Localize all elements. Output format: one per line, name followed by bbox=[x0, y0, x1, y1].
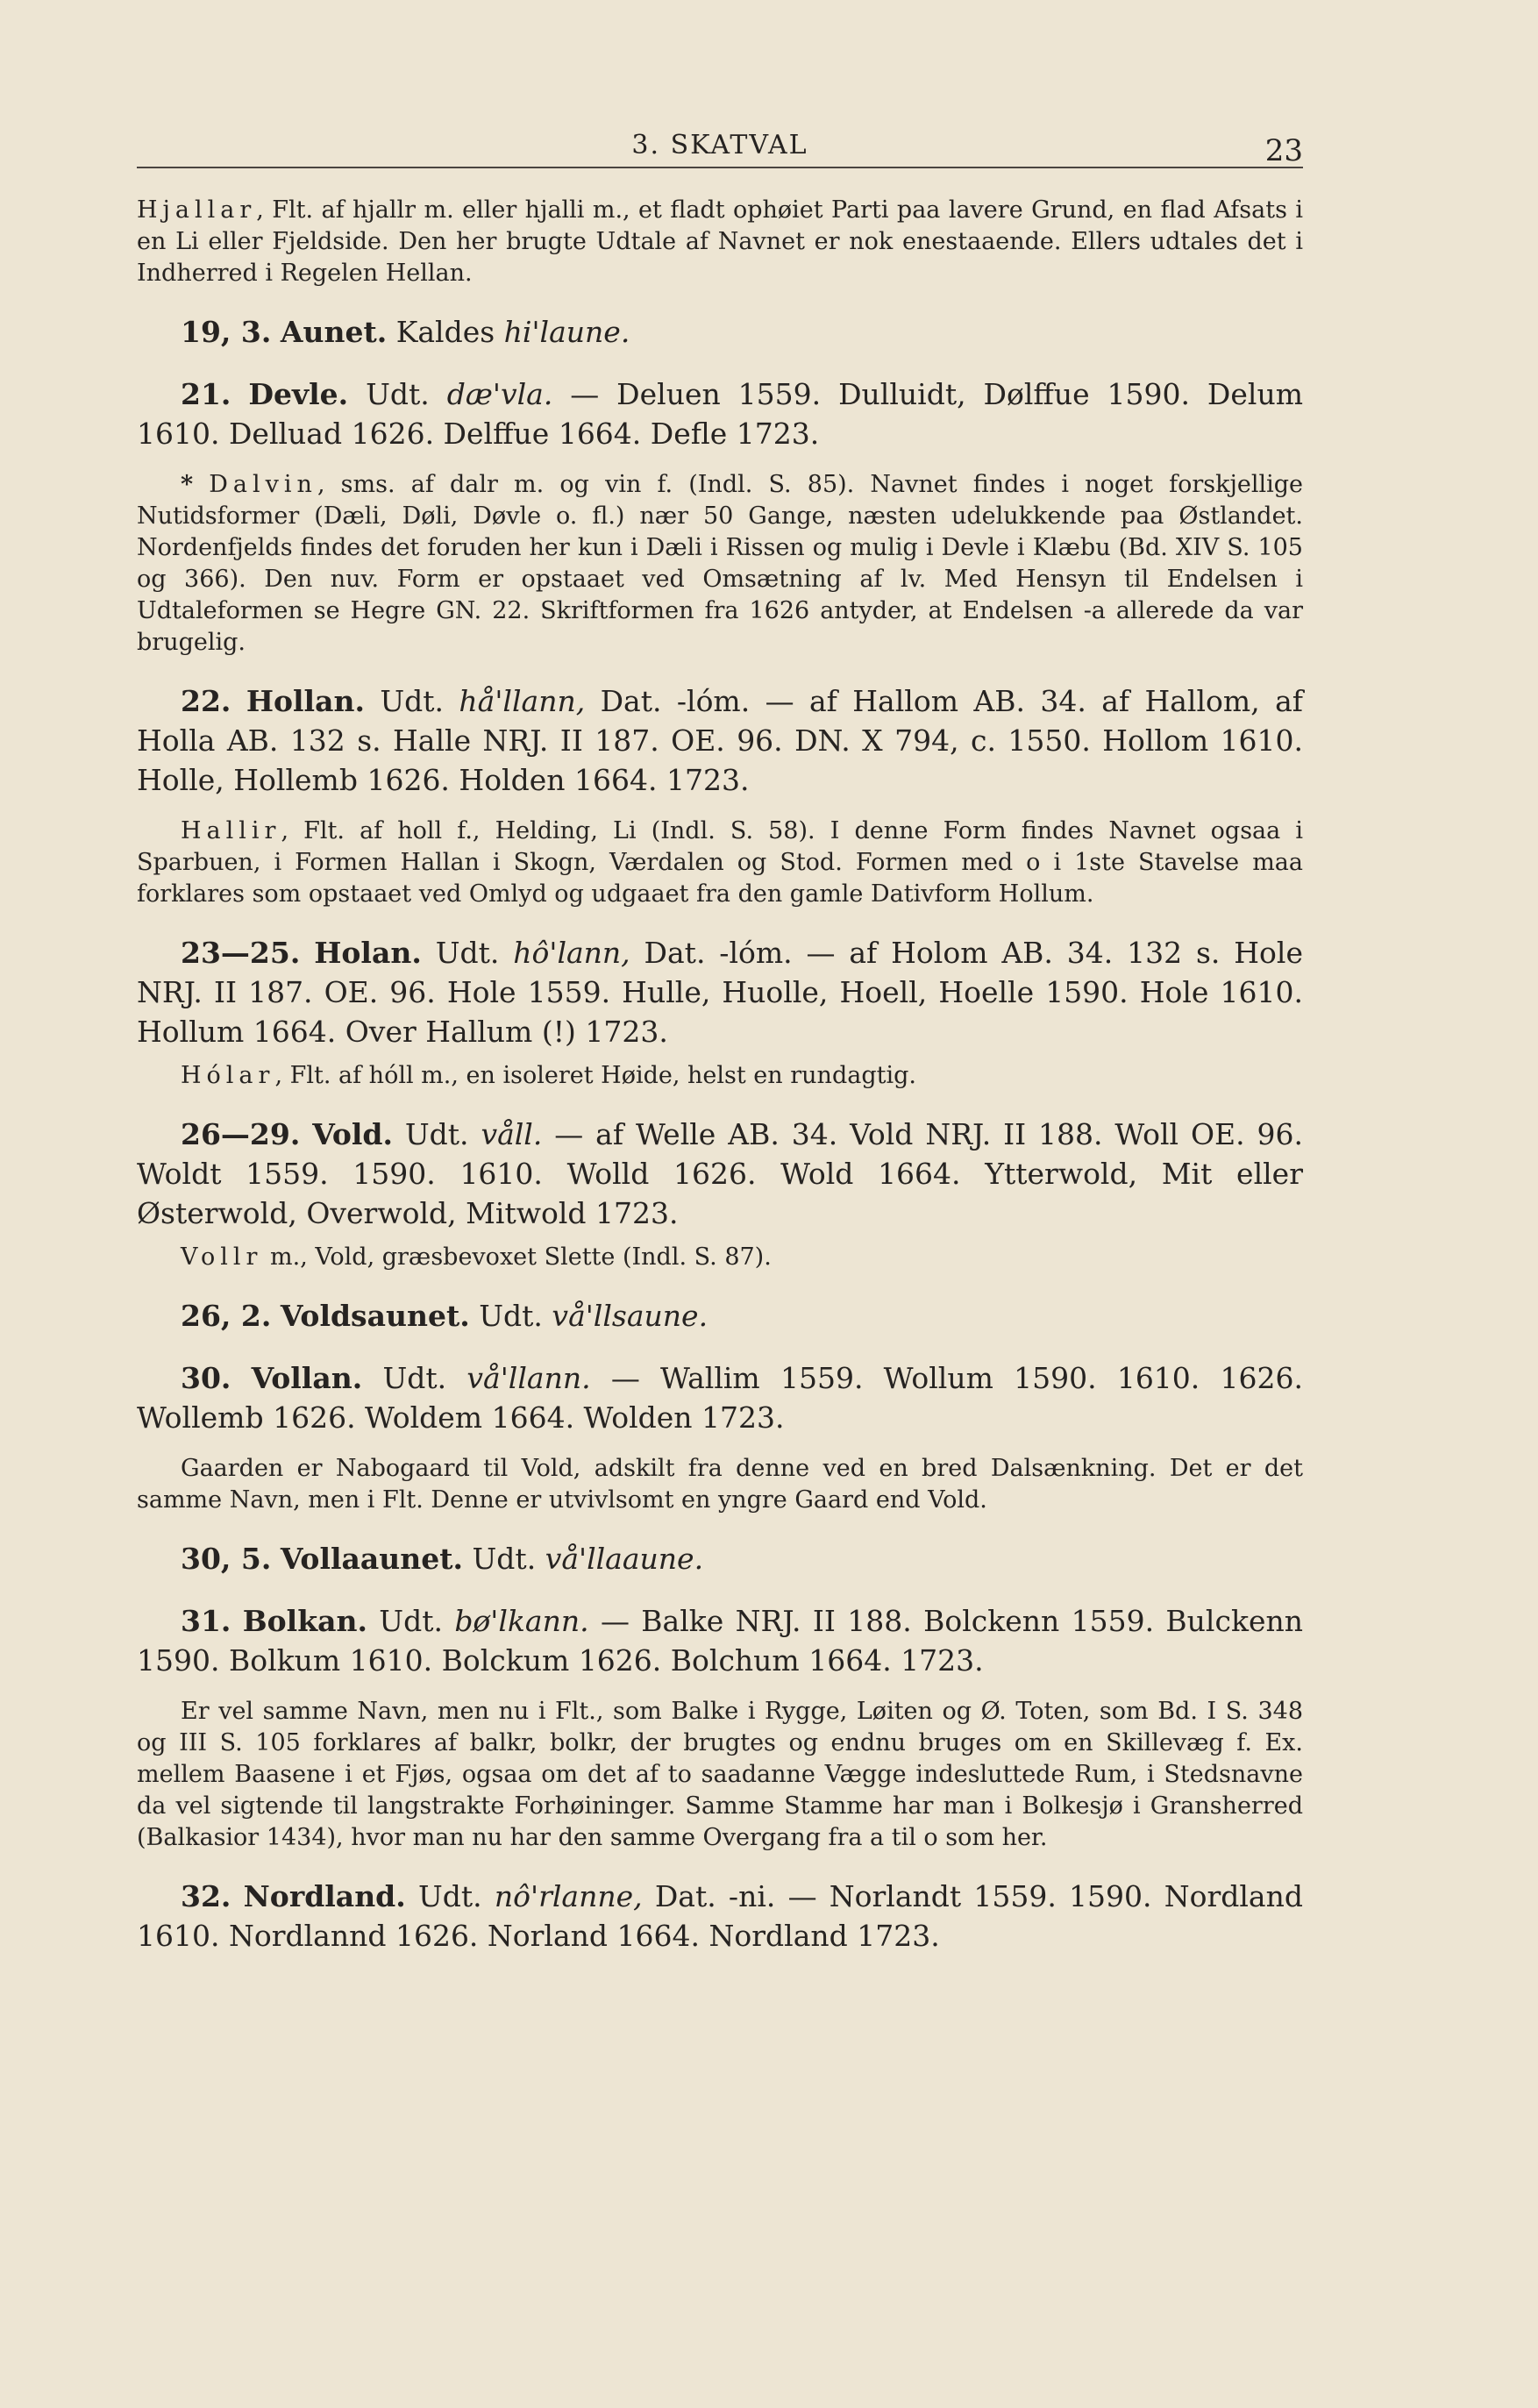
farm-number: 21. bbox=[181, 377, 231, 411]
farm-number: 23—25. bbox=[181, 936, 301, 970]
entry-text: — Wallim 1559. Wollum 1590. 1610. 1626. Wollemb 1626. Woldem 1664. Wolden 1723. bbox=[137, 1361, 1304, 1435]
udt-label: Udt. bbox=[435, 936, 500, 970]
entry-text: m., Vold, græsbevoxet Slette (Indl. S. 87). bbox=[262, 1243, 772, 1271]
entry-aunet bbox=[137, 312, 1303, 352]
entry-hallir bbox=[137, 816, 1303, 910]
entry-voldsaunet bbox=[137, 1296, 1303, 1336]
entry-holar bbox=[137, 1060, 1303, 1092]
term: Vollr bbox=[181, 1243, 263, 1271]
page bbox=[137, 123, 1303, 1956]
entry-vollaaunet bbox=[137, 1539, 1303, 1578]
farm-name: Vollaaunet. bbox=[280, 1542, 463, 1576]
udt-label: Udt. bbox=[417, 1879, 482, 1913]
pronunciation: nô'rlanne, bbox=[494, 1879, 643, 1913]
farm-number: 30, 5. bbox=[181, 1542, 272, 1576]
udt-label: Udt. bbox=[404, 1117, 469, 1151]
udt-label: Udt. bbox=[366, 377, 430, 411]
asterisk: * bbox=[181, 471, 194, 498]
entry-text: Dat. -lóm. — af Hallom AB. 34. af Hallom, af Holla AB. 132 s. Halle NRJ. II 187. OE. 96. DN. X 794, c. 1550. Hollom 1610. Holle, Hollemb 1626. Holden 1664. 1723. bbox=[137, 684, 1303, 797]
entry-text: Er vel samme Navn, men nu i Flt., som Balke i Rygge, Løiten og Ø. Toten, som Bd. I S. 348 og III S. 105 forklares af balkr, bolkr, der brugtes og endnu bruges om en Skillevæg f. Ex. mellem Baasene i et Fjøs, ogsaa om det af to saadanne Vægge indesluttede Rum, i Stedsnavne da vel sigtende til langstrakte Forhøininger. Samme Stamme har man i Bolkesjø i Gransherred (Balkasior 1434), hvor man nu har den samme Overgang fra a til o som her. bbox=[137, 1698, 1303, 1851]
farm-name: Vollan. bbox=[251, 1361, 363, 1395]
entry-text: — Deluen 1559. Dulluidt, Dølffue 1590. Delum 1610. Delluad 1626. Delffue 1664. Defle 1723. bbox=[137, 377, 1304, 451]
pronunciation: dæ'vla. bbox=[446, 377, 553, 411]
section-title: 3. SKATVAL bbox=[631, 130, 808, 160]
farm-name: Aunet. bbox=[280, 315, 388, 349]
farm-name: Devle. bbox=[248, 377, 349, 411]
farm-name: Holan. bbox=[314, 936, 422, 970]
farm-number: 19, 3. bbox=[181, 315, 272, 349]
farm-name: Bolkan. bbox=[242, 1604, 367, 1638]
entry-text: — af Welle AB. 34. Vold NRJ. II 188. Woll OE. 96. Woldt 1559. 1590. 1610. Wolld 1626. Wold 1664. Ytterwold, Mit eller Østerwold, Overwold, Mitwold 1723. bbox=[137, 1117, 1303, 1230]
farm-number: 22. bbox=[181, 684, 231, 718]
entry-text: , Flt. af hjallr m. eller hjalli m., et fladt ophøiet Parti paa lavere Grund, en flad Afsats i en Li eller Fjeldside. Den her brugte Udtale af Navnet er nok enestaaende. Ellers udtales det i Indherred i Regelen Hellan. bbox=[137, 196, 1303, 287]
entry-text: , Flt. af holl f., Helding, Li (Indl. S. 58). I denne Form findes Navnet ogsaa i Sparbuen, i Formen Hallan i Skogn, Værdalen og Stod. Formen med o i 1ste Stavelse maa forklares som opstaaet ved Omlyd og udgaaet fra den gamle Dativform Hollum. bbox=[137, 817, 1303, 908]
udt-label: Udt. bbox=[479, 1299, 543, 1333]
udt-label: Udt. bbox=[472, 1542, 537, 1576]
entry-vollan bbox=[137, 1358, 1303, 1437]
pronunciation: hi'laune. bbox=[503, 315, 630, 349]
entry-text: , sms. af dalr m. og vin f. (Indl. S. 85). Navnet findes i noget forskjellige Nutidsformer (Dæli, Døli, Døvle o. fl.) nær 50 Gange, næsten udelukkende paa Østlandet. Nordenfjelds findes det foruden her kun i Dæli i Rissen og mulig i Devle i Klæbu (Bd. XIV S. 105 og 366). Den nuv. Form er opstaaet ved Omsætning af lv. Med Hensyn til Endelsen i Udtaleformen se Hegre GN. 22. Skriftformen fra 1626 antyder, at Endelsen -a allerede da var brugelig. bbox=[137, 471, 1303, 656]
farm-number: 32. bbox=[181, 1879, 231, 1913]
entry-vollr bbox=[137, 1242, 1303, 1273]
farm-number: 26, 2. bbox=[181, 1299, 272, 1333]
farm-name: Voldsaunet. bbox=[280, 1299, 470, 1333]
farm-name: Vold. bbox=[312, 1117, 393, 1151]
entry-dalvin bbox=[137, 469, 1303, 659]
entry-text: — Balke NRJ. II 188. Bolckenn 1559. Bulckenn 1590. Bolkum 1610. Bolckum 1626. Bolchum 1664. 1723. bbox=[137, 1604, 1303, 1678]
term: Hjallar bbox=[137, 196, 257, 224]
pronunciation: hô'lann, bbox=[513, 936, 630, 970]
term: Hólar bbox=[181, 1062, 275, 1089]
udt-label: Udt. bbox=[380, 684, 445, 718]
entry-vold bbox=[137, 1115, 1303, 1233]
entry-nordland bbox=[137, 1877, 1303, 1956]
entry-hjallar bbox=[137, 195, 1303, 289]
entry-bolkan bbox=[137, 1601, 1303, 1680]
pronunciation: våll. bbox=[481, 1117, 543, 1151]
entry-text: Dat. -ni. — Norlandt 1559. 1590. Nordland 1610. Nordlannd 1626. Norland 1664. Nordland 1723. bbox=[137, 1879, 1303, 1953]
pronunciation: hå'llann, bbox=[459, 684, 586, 718]
entry-vollan-note bbox=[137, 1453, 1303, 1516]
entry-bolkan-note bbox=[137, 1696, 1303, 1854]
pronunciation: vå'llsaune. bbox=[552, 1299, 708, 1333]
farm-number: 26—29. bbox=[181, 1117, 301, 1151]
pronunciation: vå'llann. bbox=[466, 1361, 591, 1395]
pronunciation: vå'llaaune. bbox=[545, 1542, 704, 1576]
farm-number: 30. bbox=[181, 1361, 231, 1395]
farm-name: Nordland. bbox=[243, 1879, 406, 1913]
entry-text: Dat. -lóm. — af Holom AB. 34. 132 s. Hole NRJ. II 187. OE. 96. Hole 1559. Hulle, Huolle, Hoell, Hoelle 1590. Hole 1610. Hollum 1664. Over Hallum (!) 1723. bbox=[137, 936, 1303, 1049]
udt-label: Udt. bbox=[382, 1361, 447, 1395]
entry-holan bbox=[137, 933, 1303, 1051]
page-number: 23 bbox=[1264, 133, 1303, 168]
udt-label: Udt. bbox=[379, 1604, 443, 1638]
pronunciation: bø'lkann. bbox=[454, 1604, 589, 1638]
page-header bbox=[137, 123, 1303, 168]
farm-name: Hollan. bbox=[246, 684, 365, 718]
entry-text: Gaarden er Nabogaard til Vold, adskilt fra denne ved en bred Dalsænkning. Det er det samme Navn, men i Flt. Denne er utvivlsomt en yngre Gaard end Vold. bbox=[137, 1455, 1303, 1514]
farm-number: 31. bbox=[181, 1604, 231, 1638]
term: Hallir bbox=[181, 817, 281, 844]
entry-devle bbox=[137, 374, 1303, 453]
entry-text: , Flt. af hóll m., en isoleret Høide, helst en rundagtig. bbox=[274, 1062, 916, 1089]
entry-hollan bbox=[137, 681, 1303, 800]
prefix: Kaldes bbox=[395, 315, 495, 349]
term: Dalvin bbox=[209, 471, 317, 498]
